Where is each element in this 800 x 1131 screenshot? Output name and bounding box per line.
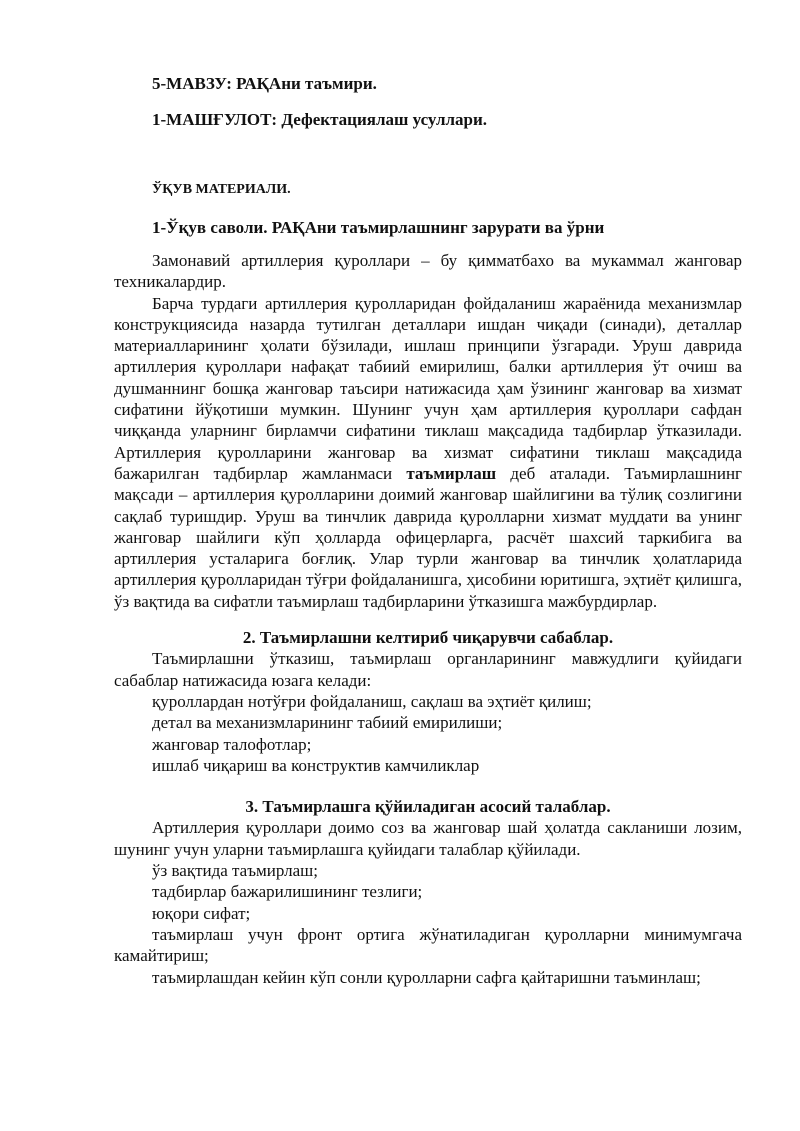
list-item: детал ва механизмларининг табиий емирилиши; (152, 713, 503, 733)
material-heading: ЎҚУВ МАТЕРИАЛИ. (152, 182, 291, 197)
paragraph-2 (114, 293, 742, 612)
lesson-heading: 1-МАШҒУЛОТ: Дефектациялаш усуллари. (152, 110, 488, 129)
list-item: ўз вақтида таъмирлаш; (152, 861, 318, 881)
list-item: ишлаб чиқариш ва конструктив камчиликлар (152, 755, 480, 775)
section-3-intro: Артиллерия қуроллари доимо соз ва жанговар шай ҳолатда сакланиши лозим, шунинг учун уларни таъмирлашга қуйидаги талаблар қўйилади. (114, 818, 742, 859)
list-item: тадбирлар бажарилишининг тезлиги; (152, 882, 423, 902)
list-item: таъмирлашдан кейин кўп сонли қуролларни сафга қайтаришни таъминлаш; (152, 967, 701, 987)
section-3-heading: 3. Таъмирлашга қўйиладиган асосий талаблар. (245, 797, 611, 817)
section-2-heading: 2. Таъмирлашни келтириб чиқарувчи сабаблар. (242, 628, 614, 648)
question-1-heading: 1-Ўқув саволи. РАҚАни таъмирлашнинг зарурати ва ўрни (152, 218, 605, 237)
list-item: жанговар талофотлар; (152, 734, 312, 754)
list-item: таъмирлаш учун фронт ортига жўнатиладиган қуролларни минимумгача камайтириш; (114, 924, 742, 966)
list-item: қуроллардан нотўғри фойдаланиш, сақлаш ва эҳтиёт қилиш; (152, 691, 592, 711)
paragraph-2-bold-term: таъмирлаш (406, 463, 497, 483)
document-page (114, 74, 742, 988)
paragraph-2-part-a: Барча турдаги артиллерия қуролларидан фойдаланиш жараёнида механизмлар конструкциясида назарда тутилган деталлари ишдан чиқади (синади), деталлар материалларининг ҳолати бўзилади, ишлаш принципи ўзгаради. Уруш даврида артиллерия қуроллари нафақат табиий емирилиш, балки артиллерия ўт очиш ва душманнинг бошқа жанговар таъсири натижасида ҳам ўзининг жанговар ва хизмат сифатини йўқотиши мумкин. Шунинг учун ҳам артиллерия қуроллари сафдан чиққанда уларнинг бирламчи сифатини тиклаш мақсадида тадбирлар ўтказилади. Артиллерия қуролларини жанговар ва хизмат сифатини тиклаш мақсадида бажарилган тадбирлар жамланмаси (114, 293, 742, 483)
topic-heading: 5-МАВЗУ: РАҚАни таъмири. (152, 74, 377, 93)
section-2-intro: Таъмирлашни ўтказиш, таъмирлаш органларининг мавжудлиги қуйидаги сабаблар натижасида юзага келади: (114, 649, 742, 690)
paragraph-2-part-b: деб аталади. Таъмирлашнинг мақсади – артиллерия қуролларини доимий жанговар шайлигини ва тўлиқ созлигини сақлаб туришдир. Уруш ва тинчлик даврида қуролларни хизмат муддати ва унинг жанговар шайлиги кўп ҳолларда офицерларга, расчёт шахсий таркибига ва артиллерия усталарига боғлиқ. Улар турли жанговар ва тинчлик ҳолатларида артиллерия қуролларидан тўғри фойдаланишга, ҳисобини юритишга, эҳтиёт қилишга, ўз вақтида ва сифатли таъмирлаш тадбирларини ўтказишга мажбурдирлар. (114, 463, 743, 611)
list-item: юқори сифат; (152, 903, 251, 923)
paragraph-1: Замонавий артиллерия қуроллари – бу қимматбахо ва мукаммал жанговар техникалардир. (114, 251, 742, 292)
